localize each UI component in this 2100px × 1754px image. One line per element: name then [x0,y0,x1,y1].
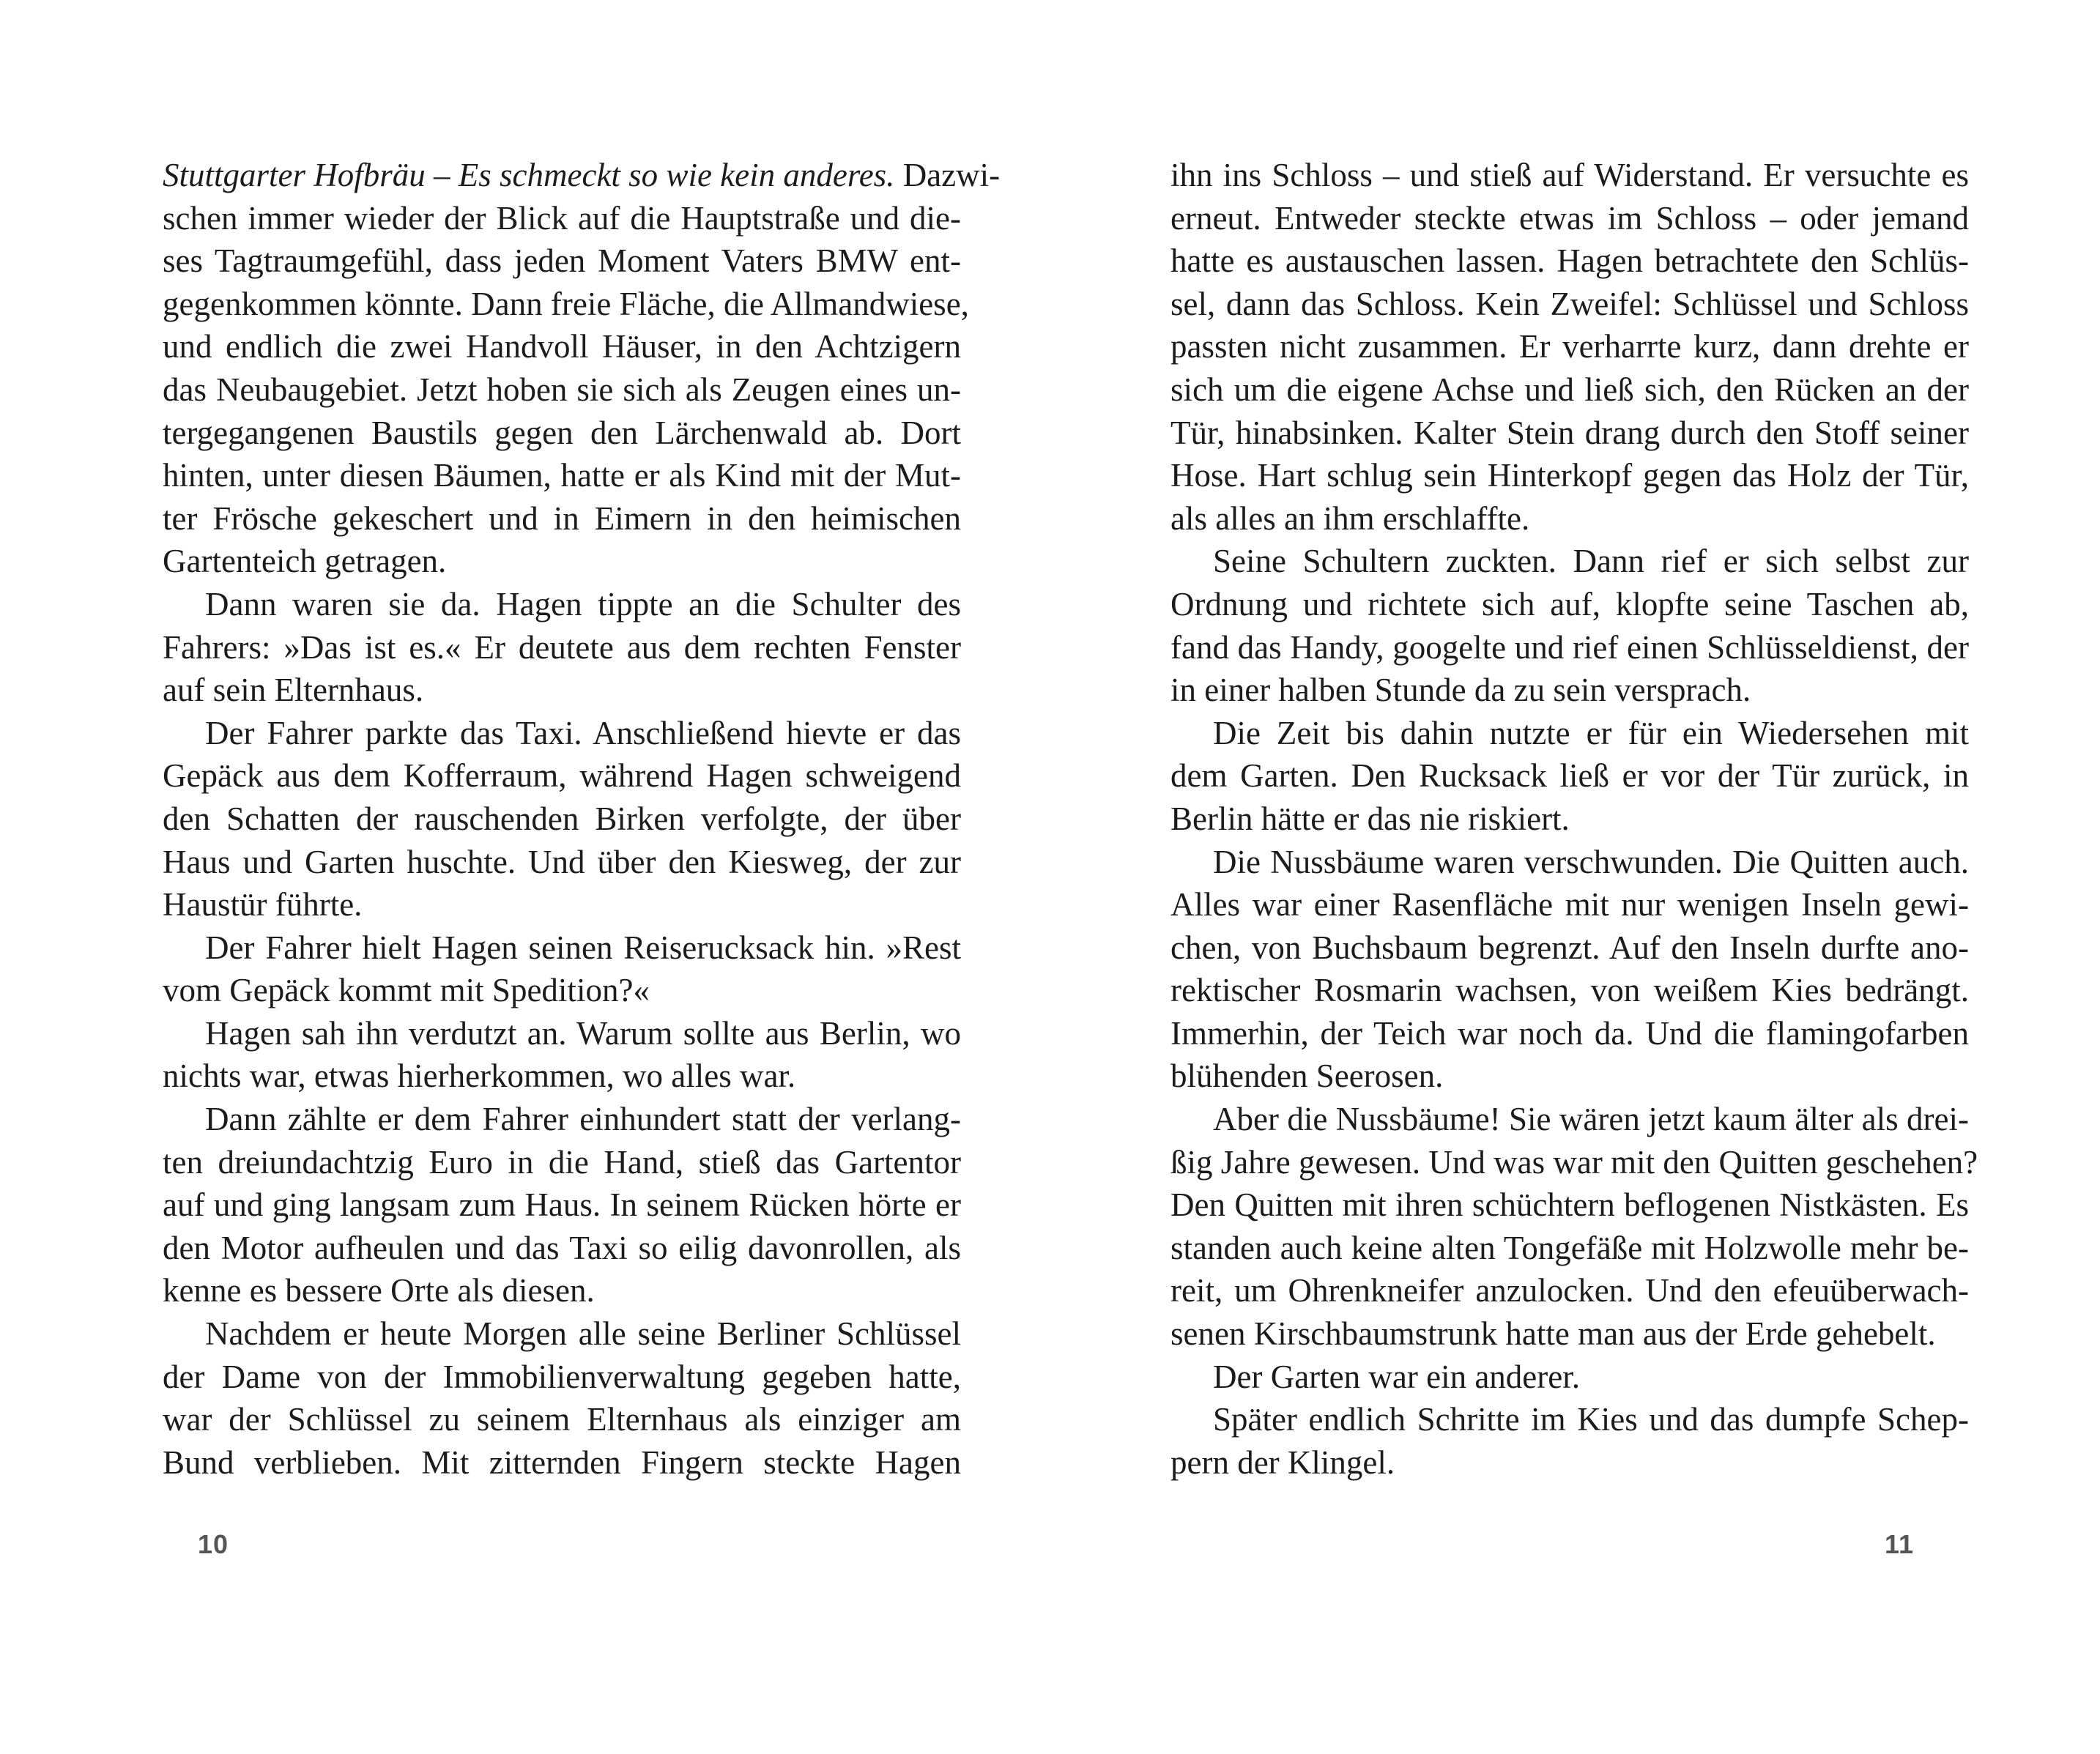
text-line [1170,841,1969,884]
text-line [163,1141,961,1184]
text-line [163,197,961,240]
line-text: Die Zeit bis dahin nutzte er für ein Wiedersehen mit [1213,714,1969,751]
line-text: sel, dann das Schloss. Kein Zweifel: Schlüssel und Schloss [1170,285,1969,322]
line-text: Aber die Nussbäume! Sie wären jetzt kaum älter als drei- [1213,1101,1969,1138]
line-text: Dann zählte er dem Fahrer einhundert statt der verlang- [205,1101,961,1138]
line-text: Den Quitten mit ihren schüchtern beflogenen Nistkästen. Es [1170,1186,1969,1224]
left-page-number: 10 [198,1529,229,1559]
line-text: ten dreiundachtzig Euro in die Hand, stieß das Gartentor [163,1143,961,1181]
text-line [163,1441,961,1484]
text-line [1170,368,1969,412]
line-text: dem Garten. Den Rucksack ließ er vor der Tür zurück, in [1170,757,1969,795]
line-text: erneut. Entweder steckte etwas im Schloss – oder jemand [1170,199,1969,237]
right-page-number: 11 [1885,1529,1915,1559]
line-text: gegenkommen könnte. Dann freie Fläche, die Allmandwiese, [163,285,969,322]
text-line [1170,626,1969,669]
text-line [163,1012,961,1055]
line-text: reit, um Ohrenkneifer anzulocken. Und den efeuüberwach- [1170,1272,1969,1309]
line-text: Haustür führte. [163,886,363,924]
text-line [1170,1098,1969,1141]
line-text: auf sein Elternhaus. [163,672,424,709]
text-line [1170,1398,1969,1441]
line-text: Seine Schultern zuckten. Dann rief er sich selbst zur [1213,543,1969,580]
line-text: ter Frösche gekeschert und in Eimern in den heimischen [163,499,961,537]
text-line [1170,1227,1969,1270]
text-line [163,1269,961,1312]
italic-quote: Stuttgarter Hofbräu – Es schmeckt so wie kein anderes. [163,157,895,193]
right-page-text [1170,154,1978,1484]
text-line [163,883,961,926]
line-text: Berlin hätte er das nie riskiert. [1170,800,1570,837]
line-text: passten nicht zusammen. Er verharrte kurz, dann drehte er [1170,328,1969,365]
line-text: Tür, hinabsinken. Kalter Stein drang durch den Stoff seiner [1170,414,1969,451]
text-line [163,583,961,626]
text-line [1170,1055,1969,1098]
line-text: hatte es austauschen lassen. Hagen betrachtete den Schlüs- [1170,242,1969,280]
text-line [1170,197,1969,240]
line-text: Bund verblieben. Mit zitternden Fingern steckte Hagen [163,1443,961,1481]
text-line [163,712,961,755]
line-text: Der Fahrer hielt Hagen seinen Reiserucksack hin. »Rest [205,929,961,966]
line-text: als alles an ihm erschlaffte. [1170,499,1530,537]
text-line [163,754,961,798]
line-text: sich um die eigene Achse und ließ sich, den Rücken an der [1170,371,1969,408]
text-line [163,497,961,540]
text-line [1170,926,1969,970]
line-text: war der Schlüssel zu seinem Elternhaus als einziger am [163,1401,961,1438]
line-text: Alles war einer Rasenfläche mit nur wenigen Inseln gewi- [1170,886,1969,924]
line-text: Immerhin, der Teich war noch da. Und die flamingofarben [1170,1014,1969,1052]
line-text: Der Fahrer parkte das Taxi. Anschließend hievte er das [205,714,961,751]
text-line [1170,454,1969,497]
text-line [163,283,969,326]
line-text: vom Gepäck kommt mit Spedition?« [163,972,650,1009]
text-line [163,1227,961,1270]
text-line [163,841,961,884]
text-line [163,454,961,497]
text-line [163,926,961,970]
line-text: Nachdem er heute Morgen alle seine Berliner Schlüssel [205,1315,961,1353]
text-line [1170,1183,1969,1227]
line-text: ßig Jahre gewesen. Und was war mit den Quitten geschehen? [1170,1143,1978,1181]
line-text: Hose. Hart schlug sein Hinterkopf gegen das Holz der Tür, [1170,457,1969,494]
text-line [1170,1141,1978,1184]
text-line [1170,239,1969,283]
line-text: chen, von Buchsbaum begrenzt. Auf den Inseln durfte ano- [1170,929,1969,966]
text-line [1170,883,1969,926]
text-line [1170,325,1969,368]
line-text: tergegangenen Baustils gegen den Lärchenwald ab. Dort [163,414,961,451]
line-text: Die Nussbäume waren verschwunden. Die Quitten auch. [1213,843,1969,880]
text-line [1170,283,1969,326]
text-line [1170,412,1969,455]
line-text: kenne es bessere Orte als diesen. [163,1272,595,1309]
line-text: rektischer Rosmarin wachsen, von weißem Kies bedrängt. [1170,972,1969,1009]
line-text: standen auch keine alten Tongefäße mit Holzwolle mehr be- [1170,1229,1969,1266]
text-line [1170,1269,1969,1312]
line-text: auf und ging langsam zum Haus. In seinem Rücken hörte er [163,1186,961,1224]
text-line [163,412,961,455]
line-text: Fahrers: »Das ist es.« Er deutete aus dem rechten Fenster [163,628,961,666]
line-text: den Schatten der rauschenden Birken verfolgte, der über [163,800,961,837]
text-line [1170,1441,1969,1484]
text-line [1170,712,1969,755]
text-line [1170,669,1969,712]
text-line [163,969,961,1012]
text-line [1170,583,1969,626]
line-text: das Neubaugebiet. Jetzt hoben sie sich als Zeugen eines un- [163,371,961,408]
text-line [1170,754,1969,798]
line-text: ihn ins Schloss – und stieß auf Widerstand. Er versuchte es [1170,157,1969,193]
text-line [163,1356,961,1399]
text-line [163,1398,961,1441]
text-line [163,239,961,283]
line-text: Hagen sah ihn verdutzt an. Warum sollte aus Berlin, wo [205,1014,961,1052]
line-text: Später endlich Schritte im Kies und das dumpfe Schep- [1213,1401,1969,1438]
text-line [163,154,1001,197]
line-text: hinten, unter diesen Bäumen, hatte er als Kind mit der Mut- [163,457,961,494]
text-line [1170,1356,1969,1399]
text-line [1170,969,1969,1012]
text-line [1170,540,1969,583]
text-line [163,540,961,583]
line-text: Gartenteich getragen. [163,543,447,580]
text-line [1170,1312,1969,1356]
line-text: ses Tagtraumgefühl, dass jeden Moment Vaters BMW ent- [163,242,961,280]
text-line [1170,1012,1969,1055]
line-text: nichts war, etwas hierherkommen, wo alles war. [163,1058,796,1095]
line-text: Der Garten war ein anderer. [1213,1358,1580,1395]
line-text: pern der Klingel. [1170,1443,1395,1481]
line-text: Gepäck aus dem Kofferraum, während Hagen schweigend [163,757,961,795]
text-line [163,325,961,368]
text-line [163,798,961,841]
line-text: in einer halben Stunde da zu sein versprach. [1170,672,1751,709]
text-line [1170,154,1969,197]
text-line [163,1055,961,1098]
text-line [1170,798,1969,841]
line-text: und endlich die zwei Handvoll Häuser, in den Achtzigern [163,328,961,365]
text-line [163,1183,961,1227]
line-text: Dazwi- [894,157,1001,193]
text-line [163,368,961,412]
line-text: schen immer wieder der Blick auf die Hauptstraße und die- [163,199,961,237]
text-line [163,1312,961,1356]
line-text: fand das Handy, googelte und rief einen Schlüsseldienst, der [1170,628,1969,666]
line-text: Ordnung und richtete sich auf, klopfte seine Taschen ab, [1170,585,1969,623]
text-line [163,626,961,669]
line-text: Haus und Garten huschte. Und über den Kiesweg, der zur [163,843,961,880]
text-line [163,669,961,712]
line-text: senen Kirschbaumstrunk hatte man aus der Erde gehebelt. [1170,1315,1936,1353]
text-line [1170,497,1969,540]
left-page-text [163,154,1001,1484]
line-text: der Dame von der Immobilienverwaltung gegeben hatte, [163,1358,961,1395]
line-text: blühenden Seerosen. [1170,1058,1444,1095]
text-line [163,1098,961,1141]
line-text: den Motor aufheulen und das Taxi so eilig davonrollen, als [163,1229,961,1266]
line-text: Dann waren sie da. Hagen tippte an die Schulter des [205,585,961,623]
